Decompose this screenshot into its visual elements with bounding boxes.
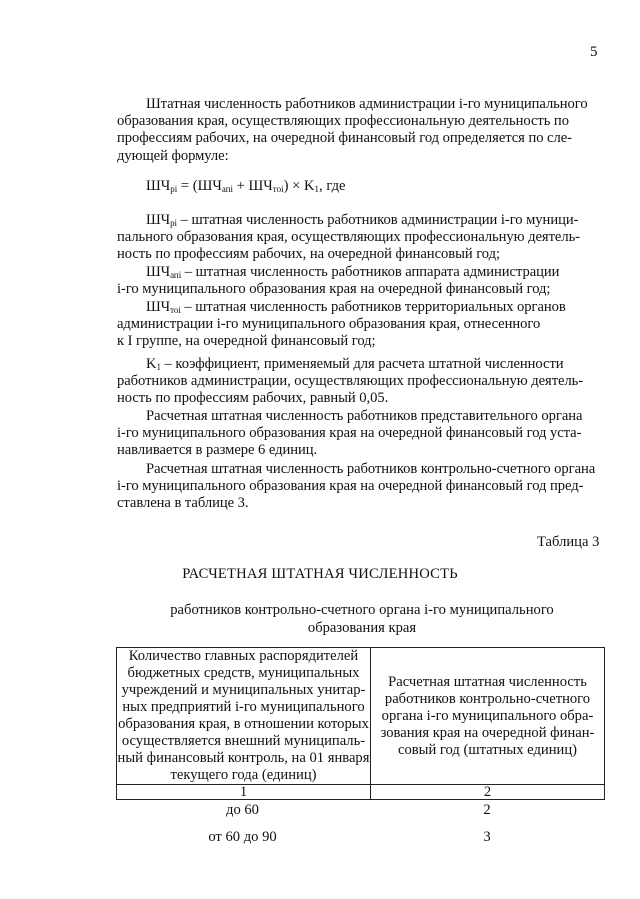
formula-subscript: 1	[314, 184, 320, 194]
header-line: ных предприятий i-го муниципального	[122, 699, 365, 715]
table-row	[116, 802, 605, 819]
definition-subscript: тоi	[170, 305, 181, 315]
header-cell-count	[117, 648, 371, 785]
header-line: учреждений и муниципальных унитар-	[121, 682, 366, 698]
header-line: бюджетных средств, муниципальных	[127, 665, 360, 681]
header-cell-staff	[371, 648, 605, 785]
text-line: i-го муниципального образования края на очередной финансовый год;	[117, 281, 551, 298]
staffing-table	[116, 647, 605, 800]
text-line: ность по профессиям рабочих, равный 0,05.	[117, 390, 389, 407]
text-line: администрации i-го муниципального образования края, отнесенного	[117, 316, 541, 333]
definition-symbol: ШЧ	[146, 212, 171, 228]
formula-subscript: апi	[221, 184, 234, 194]
row-value: 2	[483, 802, 491, 818]
text-line	[117, 299, 601, 316]
text-line: Расчетная штатная численность работников представительного органа	[146, 408, 583, 424]
header-line: Количество главных распорядителей	[128, 648, 359, 664]
table-header-row	[117, 648, 605, 785]
text-line: ставлена в таблице 3.	[117, 495, 249, 512]
column-number-cell: 1	[117, 785, 371, 800]
definition-subscript: рi	[170, 218, 178, 228]
text-line: профессиям рабочих, на очередной финансовый год определяется по сле-	[117, 130, 572, 147]
text-line: навливается в размере 6 единиц.	[117, 442, 318, 459]
page-number: 5	[590, 44, 598, 60]
definition-text: – штатная численность работников администрации i-го муници-	[177, 212, 579, 228]
header-line: образования края, в отношении которых	[118, 716, 369, 732]
row-range: до 60	[226, 802, 259, 818]
formula-subscript: тоi	[272, 184, 284, 194]
column-number-row	[117, 785, 605, 800]
definition-shch-pi	[117, 212, 601, 264]
header-line: органа i-го муниципального обра-	[381, 707, 594, 724]
definition-text: – штатная численность работников аппарата администрации	[181, 264, 560, 280]
definition-text: – штатная численность работников территориальных органов	[180, 299, 566, 315]
definition-subscript: 1	[156, 362, 161, 372]
row-range: от 60 до 90	[208, 829, 277, 845]
formula-operator: = (ШЧ	[177, 178, 222, 194]
staffing-formula	[146, 178, 346, 195]
definition-subscript: апi	[170, 270, 182, 280]
table-row	[116, 829, 605, 846]
header-line: текущего года (единиц)	[170, 767, 317, 783]
subtitle-line: образования края	[307, 620, 417, 636]
definition-symbol: ШЧ	[146, 264, 171, 280]
row-value: 3	[483, 829, 491, 845]
table-title: РАСЧЕТНАЯ ШТАТНАЯ ЧИСЛЕННОСТЬ	[182, 566, 458, 582]
text-line: Штатная численность работников администрации i-го муниципального	[146, 96, 588, 112]
column-number-cell: 2	[371, 785, 605, 800]
formula-operator: + ШЧ	[233, 178, 273, 194]
header-line: совый год (штатных единиц)	[397, 741, 577, 758]
definition-k1	[117, 356, 601, 408]
text-line: образования края, осуществляющих профессиональную деятельность по	[117, 113, 569, 130]
definition-text: – коэффициент, применяемый для расчета штатной численности	[160, 356, 564, 372]
definition-symbol: K	[146, 356, 157, 372]
definition-shch-toi	[117, 299, 601, 351]
paragraph-representative-body	[117, 408, 601, 460]
text-line: пального образования края, осуществляющих профессиональную деятель-	[117, 229, 580, 246]
text-line: дующей формуле:	[117, 147, 229, 164]
header-line: ный финансовый контроль, на 01 января	[117, 750, 370, 766]
text-line: Расчетная штатная численность работников контрольно-счетного органа	[146, 461, 596, 477]
paragraph-formula-intro	[117, 96, 601, 165]
table-label: Таблица 3	[537, 534, 600, 550]
text-line: к I группе, на очередной финансовый год;	[117, 333, 376, 350]
text-line: ность по профессиям рабочих, на очередной финансовый год;	[117, 246, 500, 263]
text-line: работников администрации, осуществляющих профессиональную деятель-	[117, 373, 584, 390]
header-line: осуществляется внешний муниципаль-	[121, 733, 366, 749]
subtitle-line: работников контрольно-счетного органа i-го муниципального	[170, 602, 554, 618]
header-line: Расчетная штатная численность	[388, 673, 587, 690]
formula-operator: ) × K	[283, 178, 315, 194]
text-line	[117, 356, 601, 373]
header-line: работников контрольно-счетного	[384, 690, 591, 707]
text-line	[117, 264, 601, 281]
text-line: i-го муниципального образования края на очередной финансовый год уста-	[117, 425, 582, 442]
text-line: i-го муниципального образования края на очередной финансовый год пред-	[117, 478, 584, 495]
formula-tail: , где	[319, 178, 346, 194]
text-line	[117, 212, 601, 229]
formula-subscript: рi	[170, 184, 178, 194]
formula-symbol: ШЧ	[146, 178, 171, 194]
header-line: зования края на очередной финан-	[380, 724, 595, 741]
table-subtitle	[152, 601, 572, 637]
definition-shch-api	[117, 264, 601, 298]
definition-symbol: ШЧ	[146, 299, 171, 315]
paragraph-control-body	[117, 461, 601, 513]
